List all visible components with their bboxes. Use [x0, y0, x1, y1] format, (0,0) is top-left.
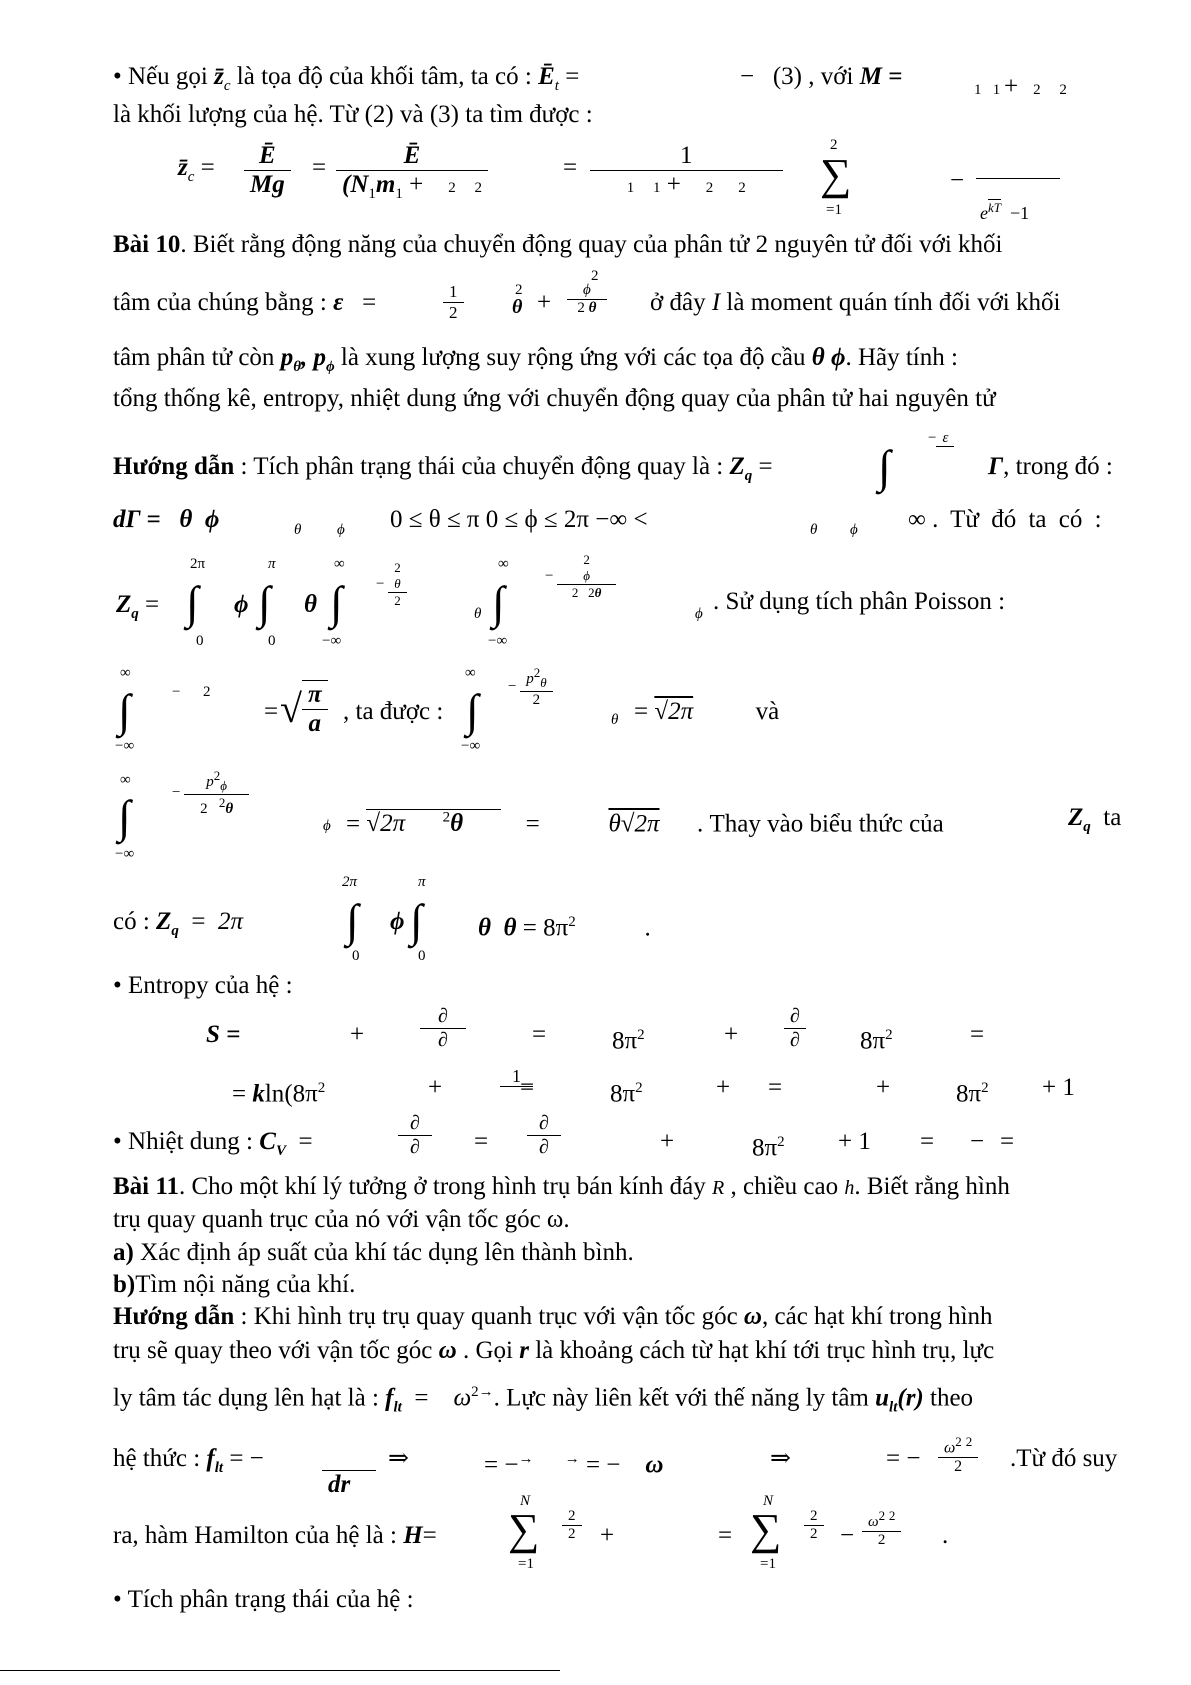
bai10-theta: θ	[512, 296, 523, 318]
hd1-line-1: Hướng dẫn : Tích phân trạng thái của chuyển động quay là : $Z_q$ =	[113, 453, 773, 484]
heat-v: $8\pi^2$	[752, 1134, 785, 1162]
hd2-t2: $\frac{2}{2}$	[804, 1508, 824, 1543]
eq-zc-eq3: =	[563, 154, 578, 181]
last-line: • Tích phân trạng thái của hệ :	[113, 1586, 414, 1613]
eq-zc: $z̄_c$ =	[178, 154, 215, 185]
bai10-line-1: Bài 10. Biết rằng động năng của chuyển động quay của phân tử 2 nguyên tử đối với khối	[113, 231, 1003, 258]
eq-zc-frac4	[976, 178, 1060, 179]
entropy-plus1: +	[350, 1021, 365, 1048]
poisson2-rhs: = √2π $^2$θ = θ√2π . Thay vào biểu thức của	[346, 810, 944, 838]
zq-int1-up: 2π	[190, 556, 206, 572]
hd2-line-2: trụ sẽ quay theo với vận tốc góc ω . Gọi r là khoảng cách từ hạt khí tới trục hình trụ, lực	[113, 1337, 995, 1364]
hd2-line-4-rest: .Từ đó suy	[1010, 1445, 1118, 1472]
heat-d1: $\frac{\partial}{\partial}$	[398, 1112, 432, 1159]
sum1-bot: =1	[826, 202, 842, 218]
hd2-impl1: ⇒	[388, 1445, 409, 1472]
poisson-exp: − 2	[172, 684, 211, 700]
intro-line-2: là khối lượng của hệ. Từ (2) và (3) ta tìm được :	[113, 101, 593, 128]
intro-line-1-rest: − (3) , với M =	[740, 63, 903, 90]
poisson-eq: =	[264, 698, 279, 725]
poisson2-int: ∫	[118, 791, 131, 842]
zq-lhs: $Z_q$ =	[116, 591, 160, 622]
entropy-d2: $\frac{\partial}{\partial}$	[784, 1005, 806, 1052]
co-int2-up: π	[418, 874, 426, 890]
hd2-sum2-top: N	[763, 1493, 774, 1509]
hd2-frac-w: $\frac{\omega^2 ^2}{2}$	[938, 1434, 978, 1476]
hd1-sub-th: θ	[294, 522, 302, 538]
mass-subscripts: 1 1 + 2 2	[974, 73, 1067, 100]
hd2-sum1-bot: =1	[518, 1556, 534, 1572]
hd2-line-4: hệ thức : $f_{lt}$ = −	[113, 1445, 264, 1476]
entropy-eq1: =	[532, 1021, 547, 1048]
entropy-title: • Entropy của hệ :	[113, 972, 293, 999]
heat-eq2: =	[474, 1128, 489, 1155]
poisson-int: ∫	[118, 685, 131, 736]
zq-int1-lo: 0	[196, 633, 204, 649]
entropy-l2-plus2: +	[716, 1074, 731, 1101]
bai10-half: $\frac{1}{2}$	[443, 282, 464, 323]
co-rhs: θ $\theta = 8\pi^2$ .	[478, 914, 651, 942]
zq-int3-up: ∞	[334, 556, 345, 572]
zq-ph: ϕ	[234, 591, 249, 618]
heat-eq3: =	[920, 1128, 935, 1155]
bai10-line-2: tâm của chúng bằng : ε =	[113, 289, 377, 316]
zq-sub-ph: ϕ	[695, 606, 703, 622]
hd2-line-5: ra, hàm Hamilton của hệ là : H=	[113, 1522, 437, 1549]
entropy-l2-plus4: + 1	[1042, 1074, 1075, 1101]
bai10-sq: 2	[515, 282, 523, 298]
co-int2: ∫	[410, 895, 423, 946]
poisson-sub-th: θ	[611, 712, 619, 728]
zq-int4: ∫	[492, 577, 505, 628]
poisson2-int-up: ∞	[120, 772, 131, 788]
eq-zc-frac1: $\frac{Ē}{Mg}$	[244, 142, 291, 199]
hd2-impl2: ⇒	[770, 1445, 791, 1472]
hd2-dot: .	[942, 1522, 949, 1549]
heat-plus: +	[660, 1128, 675, 1155]
co-int1-up: 2π	[342, 874, 358, 890]
entropy-v2: $8\pi^2$	[860, 1027, 893, 1055]
hd2-eq5: = −	[886, 1445, 921, 1472]
eq-zc-eq2: =	[312, 154, 327, 181]
entropy-l2-v: $8\pi^2$	[610, 1080, 643, 1108]
zq-int4-lo: −∞	[488, 633, 508, 649]
bai10-frac-top: 2	[591, 268, 599, 284]
entropy-l2-one: 1	[500, 1066, 533, 1087]
poisson2-int-lo: −∞	[115, 846, 135, 862]
bullet: •	[113, 63, 122, 90]
entropy-line-2: = $kln(8\pi^2$	[232, 1080, 326, 1108]
footer-rule	[0, 1670, 560, 1671]
hd1-range: 0 ≤ θ ≤ π 0 ≤ ϕ ≤ 2π −∞ <	[390, 506, 648, 533]
heat-d2: $\frac{\partial}{\partial}$	[527, 1112, 561, 1159]
hd2-frac-dr: dr⃗	[322, 1442, 376, 1499]
heat-line: • Nhiệt dung : $C_V$ =	[113, 1128, 313, 1159]
poisson-text: , ta được :	[343, 698, 444, 725]
co-ph: ϕ	[390, 908, 405, 935]
entropy-l2-eq2: =	[520, 1074, 535, 1101]
hd2-sum1-top: N	[520, 1493, 531, 1509]
zq-text: . Sử dụng tích phân Poisson :	[713, 588, 1006, 615]
co-line: có : $Z_q = 2\pi$	[113, 908, 243, 939]
hd1-sub-ph: ϕ	[337, 522, 345, 538]
hd2-eq7: =	[718, 1522, 733, 1549]
eq-zc-frac2: $\frac{Ē}{(N_1m_1 + 2 2}$	[336, 142, 488, 203]
bai11-line-2: trụ quay quanh trục của nó với vận tốc góc ω.	[113, 1206, 570, 1233]
hd2-label: Hướng dẫn	[113, 1303, 235, 1330]
poisson-int-lo: −∞	[115, 738, 135, 754]
bai11-b: b)Tìm nội năng của khí.	[113, 1271, 356, 1298]
poisson-exp2: − $\frac{p^2_\theta}{2}$	[508, 665, 553, 709]
zq-int2-lo: 0	[268, 633, 276, 649]
bai11-a: a) Xác định áp suất của khí tác dụng lên thành bình.	[113, 1239, 634, 1266]
co-int1: ∫	[346, 895, 359, 946]
hd1-label: Hướng dẫn	[113, 453, 235, 480]
bai10-label: Bài 10	[113, 231, 181, 258]
hd1-exp: − ε	[928, 430, 954, 447]
poisson2-sub-ph: ϕ	[323, 818, 331, 834]
hd2-line-3: ly tâm tác dụng lên hạt là : $f_{lt}$ = $\omega^{2\to}$. Lực này liên kết với thế năng ly tâm $u_{lt}(r)$ theo	[113, 1384, 974, 1416]
hd1-line-2-rest: ∞ . Từ đó ta có :	[908, 506, 1102, 533]
heat-eq4: =	[1000, 1128, 1015, 1155]
zq-int4-up: ∞	[498, 556, 509, 572]
bai10-line-4: tổng thống kê, entropy, nhiệt dung ứng với chuyển động quay của phân tử hai nguyên tử	[113, 385, 996, 412]
poisson2-tail: $Z_q$ ta	[1068, 804, 1122, 835]
zq-exp1: − 2 θ 2	[376, 560, 407, 609]
zq-int1: ∫	[186, 577, 199, 628]
hd2-t1: $\frac{2}{2}$	[562, 1508, 582, 1543]
hd2-sum2-bot: =1	[760, 1556, 776, 1572]
hd2-t3: $\frac{\omega^2 ^2}{2}$	[862, 1508, 901, 1549]
hd2-sum2: ∑	[750, 1505, 782, 1554]
entropy-line-1: S =	[206, 1021, 241, 1048]
poisson-int2-lo: −∞	[461, 738, 481, 754]
poisson-rhs: = √2π và	[634, 698, 780, 725]
co-int2-lo: 0	[418, 948, 426, 964]
entropy-l2-plus3: +	[876, 1074, 891, 1101]
poisson-sqrt: √ $\frac{\pi}{a}$	[280, 680, 328, 738]
heat-plus1: + 1	[838, 1128, 871, 1155]
bai10-frac: $\frac{\phi}{2 \theta}$	[567, 282, 607, 317]
poisson-int2: ∫	[466, 685, 479, 736]
bai10-line-2-rest: ở đây I là moment quán tính đối với khối	[650, 289, 1061, 316]
hd2-minus: −	[840, 1522, 855, 1549]
bai11-line-1: Bài 11. Cho một khí lý tưởng ở trong hình trụ bán kính đáy R , chiều cao h. Biết rằng hình	[113, 1173, 1010, 1200]
bai10-line-3: tâm phân tử còn $p_\theta$, $p_\phi$ là xung lượng suy rộng ứng với các tọa độ cầu θ ϕ. Hãy tính :	[113, 344, 958, 375]
entropy-l2-eq3: =	[768, 1074, 783, 1101]
eq-zc-den4: $e^{\overline{kT}} -1$	[980, 200, 1030, 223]
hd1-range-th: θ	[810, 522, 818, 538]
bai10-plus: +	[537, 289, 552, 316]
zq-int3: ∫	[330, 577, 343, 628]
heat-minus: −	[970, 1128, 985, 1155]
zq-int2: ∫	[258, 577, 271, 628]
hd1-range-ph: ϕ	[850, 522, 858, 538]
zq-int3-lo: −∞	[322, 633, 342, 649]
poisson2-exp: − $\frac{p^2_\phi}{2 ^2\theta}$	[172, 768, 249, 818]
eq-zc-frac3: $\frac{1}{1 1 + 2 2}$	[590, 142, 783, 199]
zq-sub-th: θ	[474, 606, 482, 622]
entropy-v1: $8\pi^2$	[612, 1027, 645, 1055]
zq-int2-up: π	[268, 556, 276, 572]
entropy-l2-plus: +	[428, 1074, 443, 1101]
poisson-int-up: ∞	[120, 665, 131, 681]
hd2-line-1: Hướng dẫn : Khi hình trụ trụ quay quanh trục với vận tốc góc ω, các hạt khí trong hình	[113, 1303, 993, 1330]
entropy-plus2: +	[724, 1021, 739, 1048]
entropy-d1: $\frac{\partial}{\partial}$	[420, 1005, 466, 1052]
sum1-top: 2	[830, 137, 838, 153]
hd1-line-2: dΓ = θ ϕ	[113, 506, 220, 533]
poisson-int2-up: ∞	[465, 665, 476, 681]
hd2-plus: +	[600, 1522, 615, 1549]
eq-zc-minus: −	[950, 167, 965, 194]
entropy-eq2: =	[970, 1021, 985, 1048]
hd2-eq3: = −→ → = − ω	[484, 1451, 664, 1479]
bai11-label: Bài 11	[113, 1173, 179, 1200]
entropy-l2-v2: $8\pi^2$	[956, 1080, 989, 1108]
zq-th: θ	[304, 591, 317, 618]
co-int1-lo: 0	[352, 948, 360, 964]
hd2-sum1: ∑	[508, 1505, 540, 1554]
hd1-int: ∫	[878, 441, 891, 492]
intro-line-1: • Nếu gọi $z̄_c$ là tọa độ của khối tâm, ta có : $Ē_t$ =	[113, 63, 580, 94]
zq-exp2: − 2 ϕ 2 2θ	[545, 552, 616, 601]
sum1: ∑	[820, 150, 852, 199]
hd1-line-1-rest: Γ, trong đó :	[988, 453, 1113, 480]
